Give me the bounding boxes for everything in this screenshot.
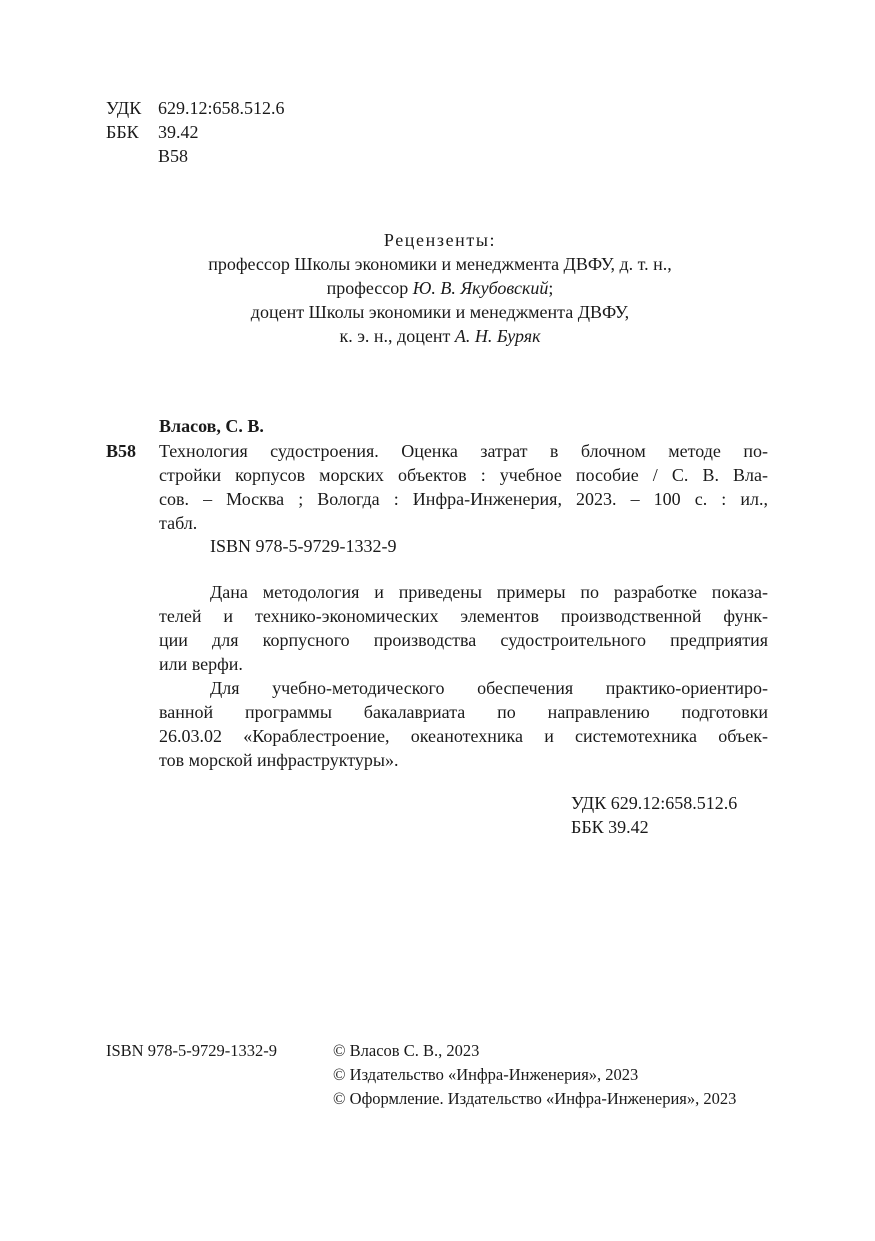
bib-isbn: ISBN 978-5-9729-1332-9: [210, 536, 397, 556]
abstract-line: телей и технико-экономических элементов производственной функ-: [159, 606, 768, 626]
reviewer2-name-line: [106, 324, 774, 348]
classification-bottom: [571, 791, 737, 839]
copyright-publisher: © Издательство «Инфра-Инженерия», 2023: [333, 1065, 639, 1084]
reviewer1-title: профессор: [326, 278, 413, 298]
reviewer1-suffix: ;: [548, 278, 554, 298]
reviewer2-name: А. Н. Буряк: [454, 326, 541, 346]
author-heading: Власов, С. В.: [159, 416, 264, 436]
bbk-label: ББК: [106, 122, 139, 142]
bib-line: сов. – Москва ; Вологда : Инфра-Инженерия, 2023. – 100 с. : ил.,: [159, 489, 768, 509]
bbk-top-row: [106, 120, 199, 144]
bib-line: Технология судостроения. Оценка затрат в блочном методе по-: [159, 441, 768, 461]
abstract-line: 26.03.02 «Кораблестроение, океанотехника и системотехника объек-: [159, 726, 768, 746]
copyright-author: © Власов С. В., 2023: [333, 1041, 480, 1060]
abstract-line: ванной программы бакалавриата по направлению подготовки: [159, 702, 768, 722]
copyright-block: [333, 1039, 736, 1111]
reviewers-heading: Рецензенты:: [383, 230, 497, 250]
bbk-bottom: ББК 39.42: [571, 817, 649, 837]
author-sign-top-row: [106, 144, 188, 168]
author-sign: В58: [106, 441, 137, 461]
bibliographic-description: [159, 439, 768, 535]
bib-line: табл.: [159, 513, 198, 533]
udk-value: 629.12:658.512.6: [158, 98, 285, 118]
reviewer1-name: Ю. В. Якубовский: [412, 278, 549, 298]
abstract-line: тов морской инфраструктуры».: [159, 750, 399, 770]
abstract: [159, 580, 768, 772]
udk-label: УДК: [106, 98, 142, 118]
copyright-design: © Оформление. Издательство «Инфра-Инженерия», 2023: [333, 1089, 737, 1108]
udk-bottom: УДК 629.12:658.512.6: [571, 793, 738, 813]
reviewers-block: [106, 228, 774, 348]
bib-line: стройки корпусов морских объектов : учебное пособие / С. В. Вла-: [159, 465, 768, 485]
abstract-line: ции для корпусного производства судостроительного предприятия: [159, 630, 768, 650]
reviewer1-affiliation: профессор Школы экономики и менеджмента ДВФУ, д. т. н.,: [208, 254, 672, 274]
bbk-value: 39.42: [158, 122, 199, 142]
abstract-line: Дана методология и приведены примеры по разработке показа-: [210, 582, 768, 602]
reviewer2-title: к. э. н., доцент: [339, 326, 455, 346]
reviewer1-name-line: [106, 276, 774, 300]
author-sign-top: В58: [158, 146, 189, 166]
reviewer2-affiliation: доцент Школы экономики и менеджмента ДВФУ,: [250, 302, 630, 322]
footer-isbn: ISBN 978-5-9729-1332-9: [106, 1041, 277, 1060]
udk-top-row: [106, 96, 285, 120]
abstract-line: Для учебно-методического обеспечения практико-ориентиро-: [210, 678, 768, 698]
abstract-line: или верфи.: [159, 654, 243, 674]
